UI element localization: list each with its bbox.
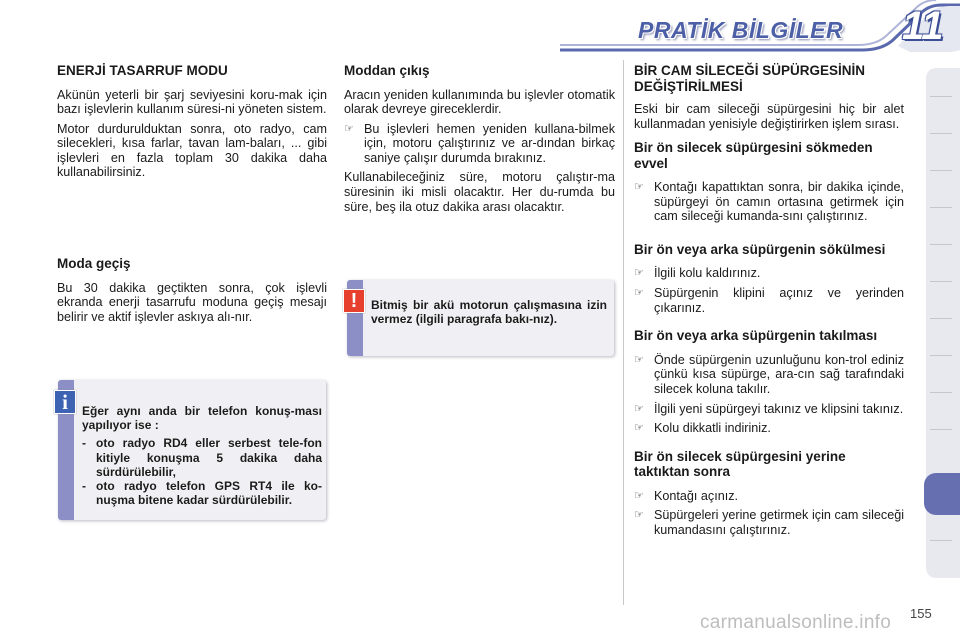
warning-icon: ! [343,289,365,313]
wiper-removal-heading: Bir ön veya arka süpürgenin sökülmesi [634,241,886,257]
hand-pointer-icon: ☞ [634,402,644,415]
tab-divider [930,281,952,282]
active-chapter-tab[interactable] [924,473,960,515]
wiper-removal-prep-heading: Bir ön silecek süpürgesini sökmeden evvel [634,140,873,171]
info-box-intro: Eğer aynı anda bir telefon konuş-ması yapılıyor ise : [82,404,322,433]
info-box-item: - oto radyo telefon GPS RT4 ile ko-nuşma bitene kadar sürdürülebilir. [82,479,322,508]
wiper-step: ☞ Süpürgeleri yerine getirmek için cam sileceği kumandasını çalıştırınız. [634,508,904,537]
tab-divider [930,355,952,356]
wiper-section [634,63,904,543]
info-icon: i [54,390,76,414]
tab-divider [930,244,952,245]
hand-pointer-icon: ☞ [634,181,644,194]
mode-exit-bullet: ☞ Bu işlevleri hemen yeniden kullana-bilmek için, motoru çalıştırınız ve ar-dından birkaç saniye çalışır durumda bırakınız. [344,121,615,165]
tab-divider [930,96,952,97]
energy-saving-paragraph: Akünün yeterli bir şarj seviyesini koru-mak için bazı işlevlerin kullanım süresi-ni yöneten sistem. [57,87,327,117]
tab-divider [930,170,952,171]
wiper-after-fitting-heading: Bir ön silecek süpürgesini yerine taktıktan sonra [634,448,846,480]
wiper-step: ☞ Kontağı kapattıktan sonra, bir dakika içinde, süpürgeyi ön camın ortasına getirmek için cam sileceği kumanda-sını çalıştırınız. [634,180,904,224]
wiper-intro: Eski bir cam sileceği süpürgesini hiç bir alet kullanmadan yenisiyle değiştirirken işlem sırası. [634,102,904,131]
mode-entry-paragraph: Bu 30 dakika geçtikten sonra, çok işlevli ekranda enerji tasarrufu moduna geçiş mesajı belirir ve aktif işlevler askıya alı-nır. [57,280,327,324]
hand-pointer-icon: ☞ [634,509,644,522]
mode-entry-heading: Moda geçiş [57,256,131,271]
mode-exit-section [344,63,615,219]
hand-pointer-icon: ☞ [634,353,644,366]
hand-pointer-icon: ☞ [634,287,644,300]
tab-divider [930,540,952,541]
wiper-step: ☞ Kolu dikkatli indiriniz. [634,421,771,436]
hand-pointer-icon: ☞ [634,489,644,502]
wiper-step: ☞ İlgili kolu kaldırınız. [634,266,761,281]
chapter-number: 11 [902,4,944,48]
warning-box-text: Bitmiş bir akü motorun çalışmasına izin vermez (ilgili paragrafa bakı-nız). [371,298,607,327]
hand-pointer-icon: ☞ [634,267,644,280]
info-box-content [82,404,322,507]
energy-saving-heading: ENERJİ TASARRUF MODU [57,63,228,78]
wiper-step: ☞ Önde süpürgenin uzunluğunu kon-trol ediniz çünkü kısa süpürge, ara-cın sağ tarafındaki silecek koluna takılır. [634,352,904,396]
watermark: carmanualsonline.info [700,612,892,633]
mode-exit-heading: Moddan çıkış [344,63,430,78]
mode-exit-paragraph: Aracın yeniden kullanımında bu işlevler otomatik olarak devreye gireceklerdir. [344,87,615,117]
wiper-step: ☞ Kontağı açınız. [634,488,739,503]
warning-box [347,280,614,356]
tab-divider [930,392,952,393]
info-box-item: - oto radyo RD4 eller serbest tele-fon kitiyle konuşma 5 dakika daha sürdürülebilir, [82,436,322,479]
chapter-title: PRATİK BİLGİLER [638,17,844,43]
energy-saving-paragraph: Motor durdurulduktan sonra, oto radyo, cam silecekleri, kısa farlar, tavan lam-baları, ... gibi işlevleri en fazla toplam 30 dakika daha kullanabilirsiniz. [57,121,327,180]
page-number: 155 [910,606,932,621]
wiper-fitting-heading: Bir ön veya arka süpürgenin takılması [634,328,878,344]
info-box [58,380,326,520]
hand-pointer-icon: ☞ [344,122,354,135]
column-divider [623,60,624,605]
wiper-heading: BİR CAM SİLECEĞİ SÜPÜRGESİNİN DEĞİŞTİRİLMESİ [634,63,866,94]
tab-divider [930,133,952,134]
wiper-step: ☞ Süpürgenin klipini açınız ve yerinden çıkarınız. [634,286,904,315]
tab-divider [930,318,952,319]
hand-pointer-icon: ☞ [634,422,644,435]
mode-entry-section [57,256,327,329]
wiper-step: ☞ İlgili yeni süpürgeyi takınız ve klipsini takınız. [634,401,904,416]
tab-divider [930,207,952,208]
tab-divider [930,429,952,430]
mode-exit-paragraph: Kullanabileceğiniz süre, motoru çalıştır-ma süresinin iki misli olacaktır. Her du-rumda bu süre, beş ila otuz dakika arası olacaktır. [344,170,615,214]
energy-saving-section [57,63,327,185]
